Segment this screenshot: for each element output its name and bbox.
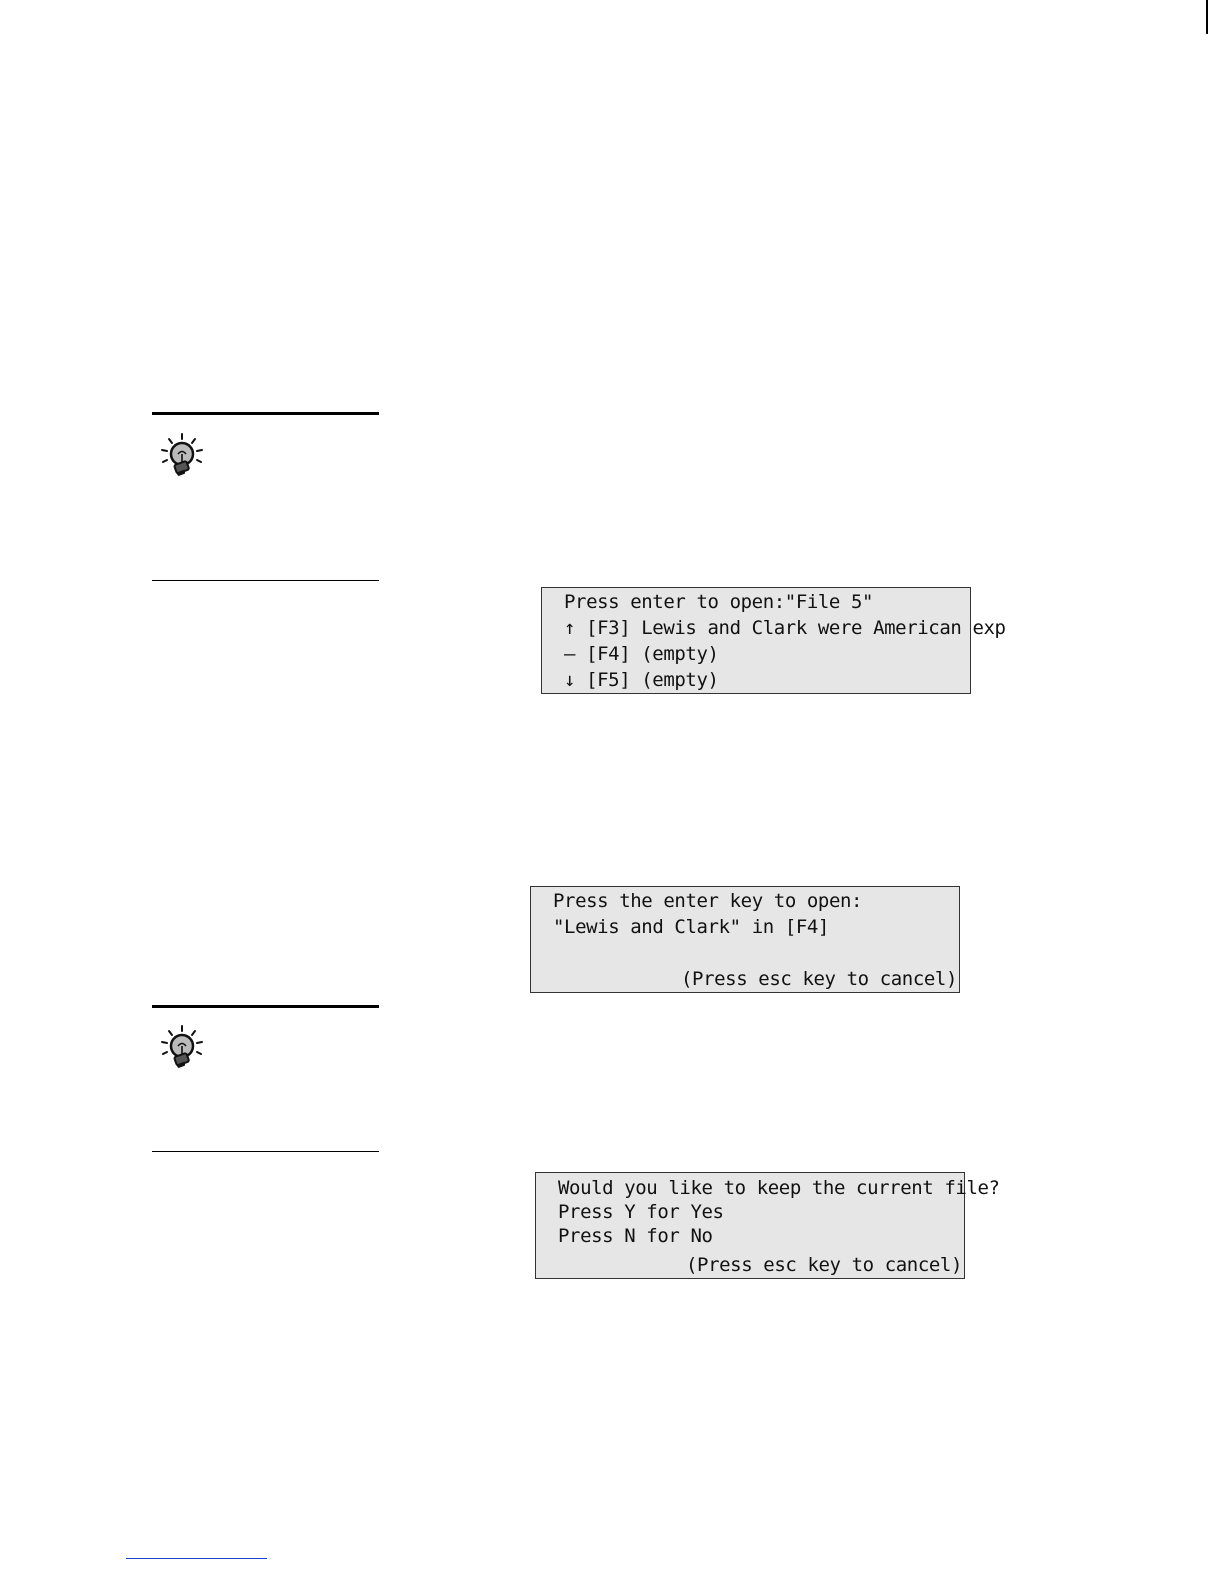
right-margin-rule: [1206, 0, 1208, 34]
footer-link-rule: [126, 1558, 267, 1559]
lcd-line: Press enter to open:"File 5": [564, 591, 874, 613]
lightbulb-icon: [158, 432, 206, 480]
lcd-line: Would you like to keep the current file?: [558, 1177, 1000, 1199]
tip-top-rule: [152, 412, 379, 415]
lcd-screen-confirm-open: [530, 886, 960, 993]
lightbulb-icon: [158, 1024, 206, 1072]
lcd-line: ↓ [F5] (empty): [564, 669, 719, 691]
tip-bottom-rule: [152, 580, 379, 581]
lcd-line: ↑ [F3] Lewis and Clark were American exp: [564, 617, 1006, 639]
lcd-line: – [F4] (empty): [564, 643, 719, 665]
lcd-cancel-hint: (Press esc key to cancel): [686, 1254, 962, 1276]
lcd-line: Press Y for Yes: [558, 1201, 724, 1223]
lcd-cancel-hint: (Press esc key to cancel): [681, 968, 957, 990]
lcd-screen-keep-file: [535, 1172, 1000, 1279]
lcd-line: Press N for No: [558, 1225, 713, 1247]
lcd-line: "Lewis and Clark" in [F4]: [553, 916, 829, 938]
lcd-line: Press the enter key to open:: [553, 890, 863, 912]
tip-top-rule: [152, 1005, 379, 1008]
tip-bottom-rule: [152, 1151, 379, 1152]
lcd-screen-open-file: [541, 587, 1006, 694]
